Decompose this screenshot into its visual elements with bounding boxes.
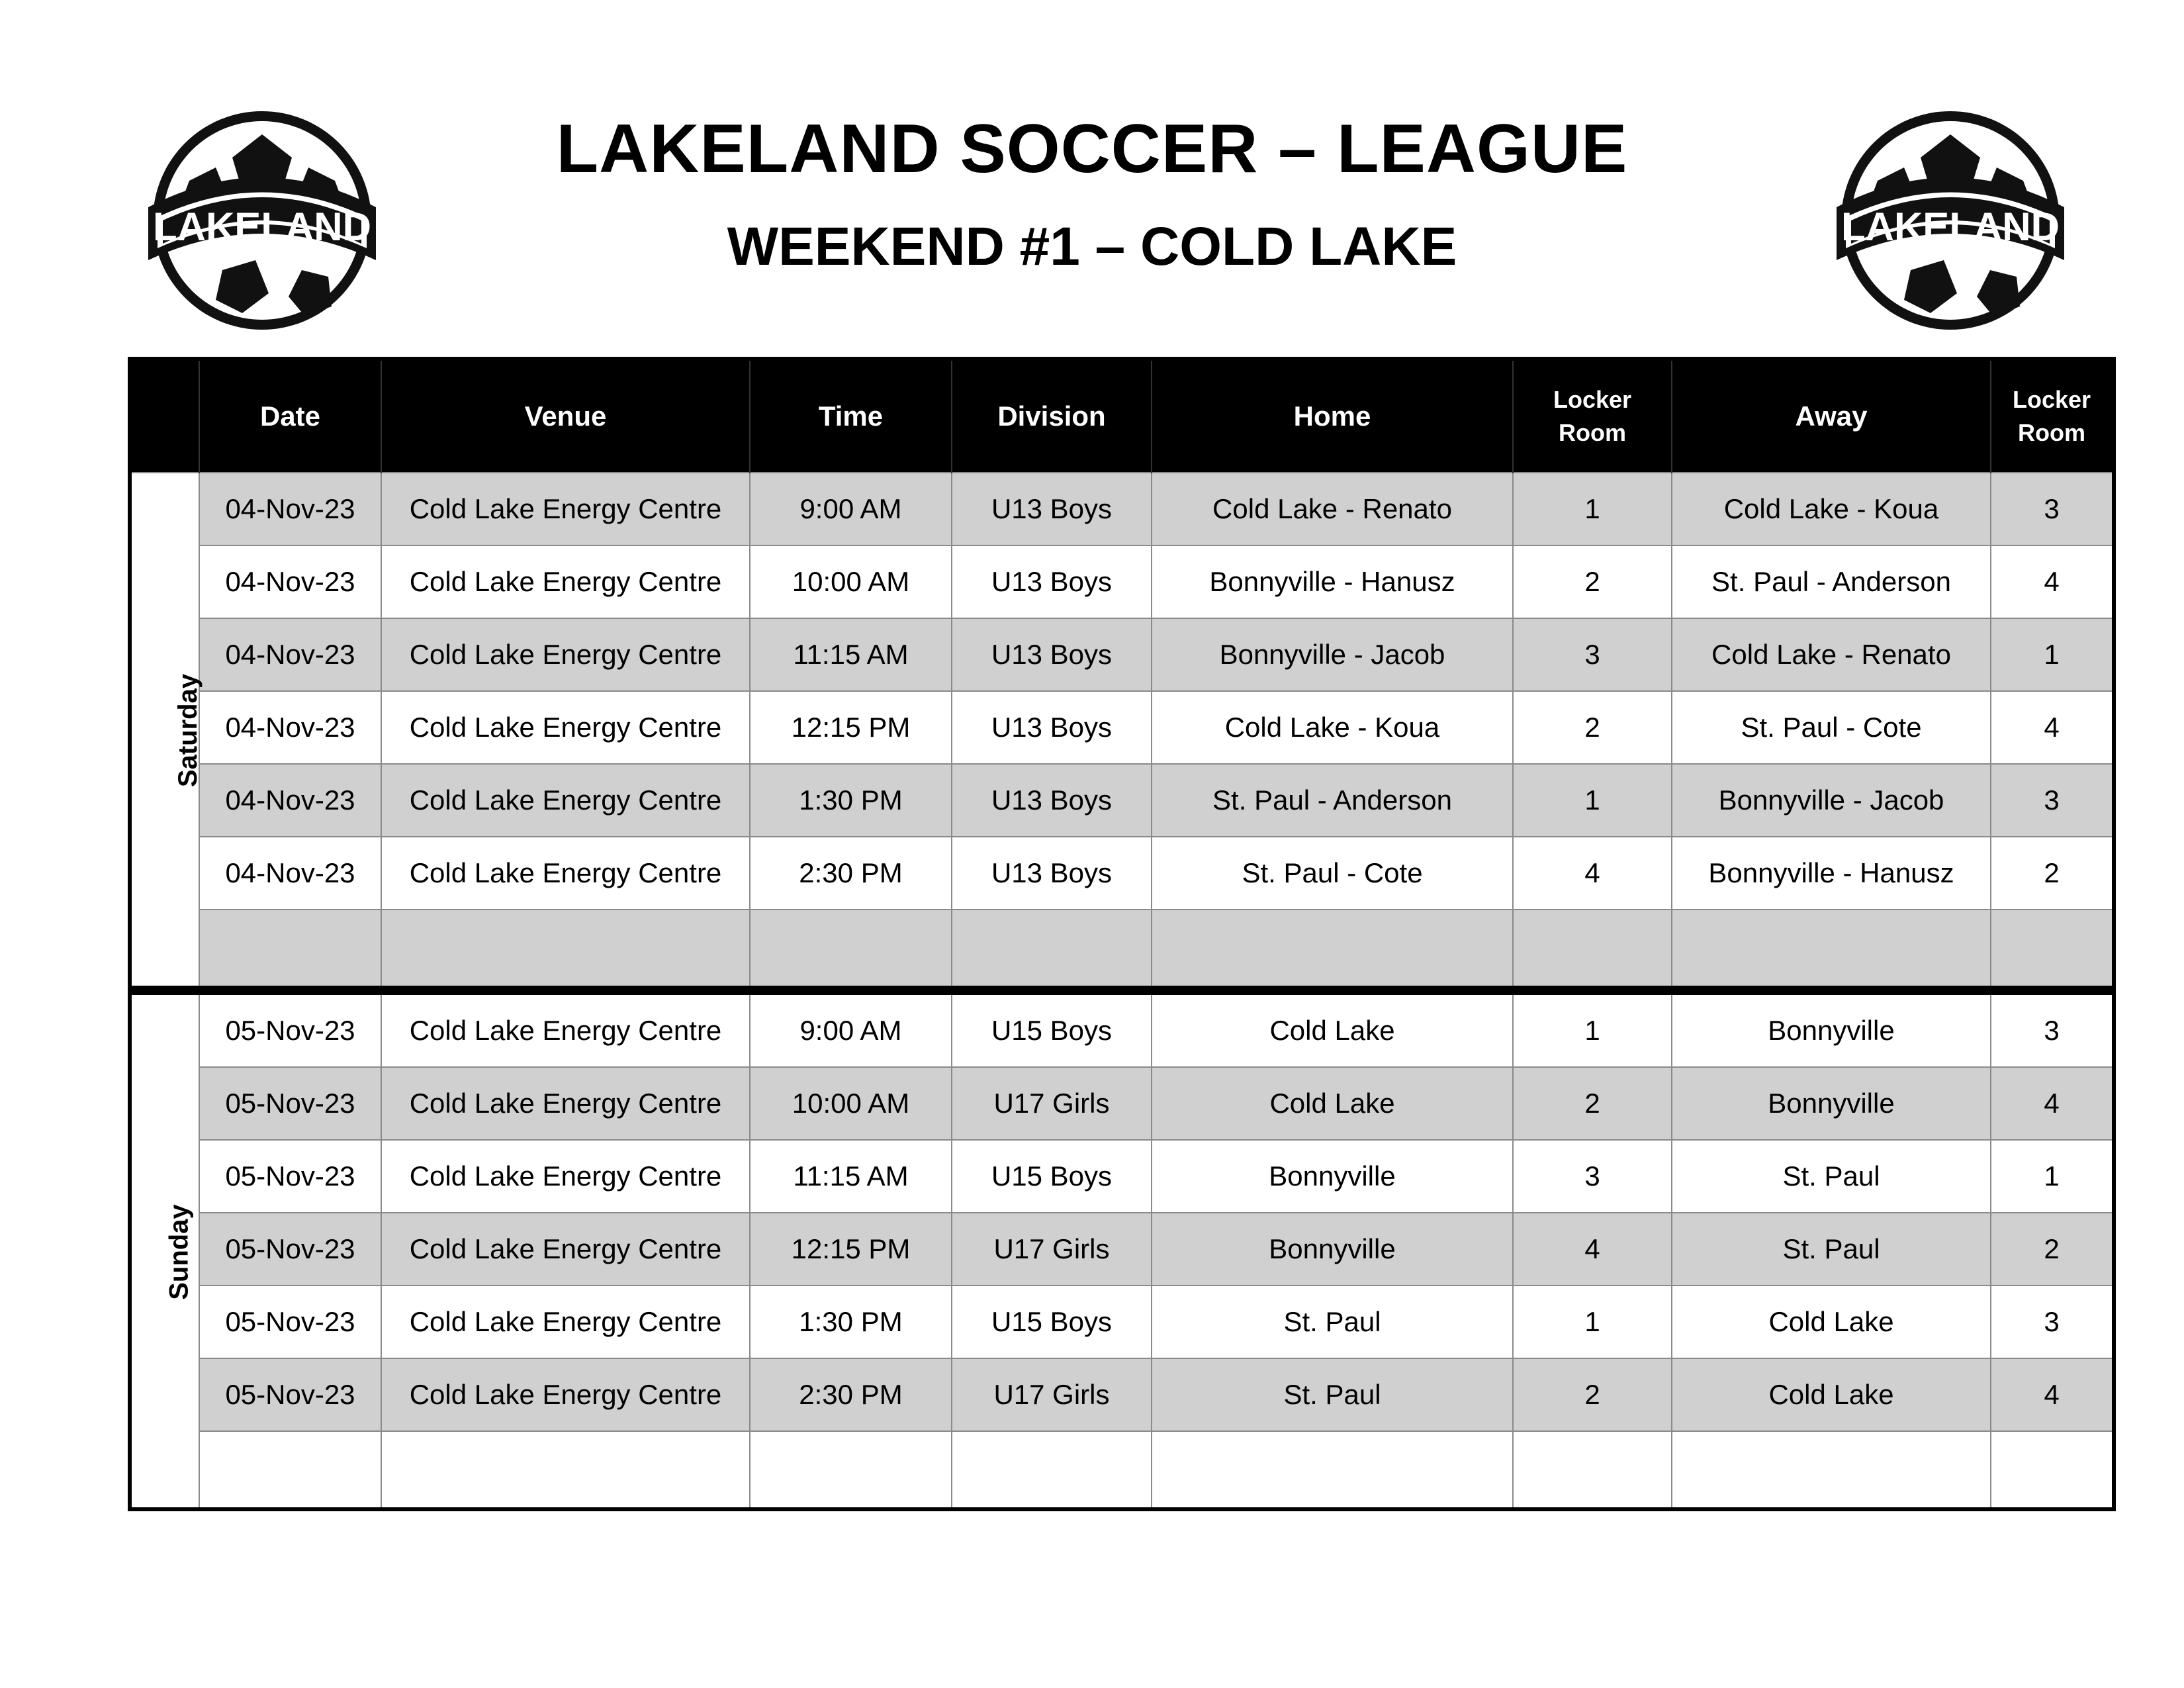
empty-row <box>130 910 2114 990</box>
empty-cell <box>1152 1431 1513 1509</box>
empty-cell <box>1672 1431 1991 1509</box>
cell-division: U17 Girls <box>952 1358 1152 1431</box>
cell-venue: Cold Lake Energy Centre <box>381 1358 750 1431</box>
table-row <box>130 1358 2114 1431</box>
cell-time: 11:15 AM <box>750 618 952 691</box>
cell-division: U15 Boys <box>952 990 1152 1067</box>
cell-venue: Cold Lake Energy Centre <box>381 990 750 1067</box>
day-cell-saturday <box>130 473 203 990</box>
cell-time: 1:30 PM <box>750 1286 952 1358</box>
cell-venue: Cold Lake Energy Centre <box>381 691 750 764</box>
page-title: LAKELAND SOCCER – LEAGUE <box>556 111 1628 187</box>
table-row <box>130 1286 2114 1358</box>
cell-venue: Cold Lake Energy Centre <box>381 1213 750 1286</box>
cell-time: 2:30 PM <box>750 837 952 910</box>
cell-date: 05-Nov-23 <box>199 990 381 1067</box>
cell-time: 12:15 PM <box>750 1213 952 1286</box>
cell-away-locker: 1 <box>1991 618 2114 691</box>
cell-away-locker: 3 <box>1991 1286 2114 1358</box>
table-row <box>130 1213 2114 1286</box>
empty-cell <box>1152 910 1513 990</box>
cell-away: Bonnyville <box>1672 1067 1991 1140</box>
cell-away-locker: 4 <box>1991 1067 2114 1140</box>
cell-away-locker: 3 <box>1991 473 2114 545</box>
cell-away-locker: 3 <box>1991 764 2114 837</box>
cell-date: 04-Nov-23 <box>199 545 381 618</box>
empty-cell <box>952 910 1152 990</box>
cell-division: U13 Boys <box>952 837 1152 910</box>
header-home: Home <box>1152 359 1513 473</box>
cell-venue: Cold Lake Energy Centre <box>381 837 750 910</box>
table-row <box>130 545 2114 618</box>
empty-row <box>130 1431 2114 1509</box>
empty-cell <box>1672 910 1991 990</box>
cell-home-locker: 2 <box>1513 1358 1672 1431</box>
cell-date: 05-Nov-23 <box>199 1358 381 1431</box>
cell-division: U15 Boys <box>952 1140 1152 1213</box>
cell-home-locker: 1 <box>1513 764 1672 837</box>
cell-away: St. Paul - Anderson <box>1672 545 1991 618</box>
cell-home: Bonnyville <box>1152 1213 1513 1286</box>
cell-time: 11:15 AM <box>750 1140 952 1213</box>
svg-text:LAKELAND: LAKELAND <box>1841 205 2060 249</box>
header-home-locker-line1: Locker <box>1553 386 1632 413</box>
cell-home: Cold Lake - Renato <box>1152 473 1513 545</box>
cell-home: St. Paul - Anderson <box>1152 764 1513 837</box>
cell-date: 04-Nov-23 <box>199 764 381 837</box>
header-away-locker-room <box>1991 359 2114 473</box>
empty-cell <box>1991 1431 2114 1509</box>
cell-home: Cold Lake <box>1152 990 1513 1067</box>
table-row <box>130 473 2114 545</box>
empty-cell <box>381 1431 750 1509</box>
table-row <box>130 691 2114 764</box>
schedule-table <box>128 357 2116 1511</box>
cell-time: 12:15 PM <box>750 691 952 764</box>
table-header-row <box>130 359 2114 473</box>
cell-home-locker: 1 <box>1513 473 1672 545</box>
empty-cell <box>199 1431 381 1509</box>
empty-cell <box>750 910 952 990</box>
empty-cell <box>952 1431 1152 1509</box>
header-away-locker-line1: Locker <box>2012 386 2091 413</box>
table-row <box>130 837 2114 910</box>
cell-home: Bonnyville - Hanusz <box>1152 545 1513 618</box>
cell-away: Cold Lake <box>1672 1358 1991 1431</box>
table-row <box>130 618 2114 691</box>
cell-away: Bonnyville <box>1672 990 1991 1067</box>
cell-time: 2:30 PM <box>750 1358 952 1431</box>
cell-away: St. Paul <box>1672 1140 1991 1213</box>
cell-venue: Cold Lake Energy Centre <box>381 764 750 837</box>
header-day <box>130 359 199 473</box>
cell-date: 04-Nov-23 <box>199 837 381 910</box>
cell-time: 10:00 AM <box>750 545 952 618</box>
cell-division: U13 Boys <box>952 545 1152 618</box>
cell-home: St. Paul - Cote <box>1152 837 1513 910</box>
cell-venue: Cold Lake Energy Centre <box>381 545 750 618</box>
cell-date: 04-Nov-23 <box>199 473 381 545</box>
header-time: Time <box>750 359 952 473</box>
cell-home-locker: 3 <box>1513 1140 1672 1213</box>
cell-away-locker: 2 <box>1991 1213 2114 1286</box>
cell-time: 9:00 AM <box>750 990 952 1067</box>
cell-division: U13 Boys <box>952 618 1152 691</box>
header-home-locker-room <box>1513 359 1672 473</box>
cell-venue: Cold Lake Energy Centre <box>381 1140 750 1213</box>
cell-date: 04-Nov-23 <box>199 691 381 764</box>
header-date: Date <box>199 359 381 473</box>
empty-cell <box>381 910 750 990</box>
cell-date: 04-Nov-23 <box>199 618 381 691</box>
cell-date: 05-Nov-23 <box>199 1067 381 1140</box>
cell-home: Cold Lake - Koua <box>1152 691 1513 764</box>
cell-away-locker: 2 <box>1991 837 2114 910</box>
header-division: Division <box>952 359 1152 473</box>
cell-away-locker: 4 <box>1991 1358 2114 1431</box>
cell-home-locker: 2 <box>1513 1067 1672 1140</box>
page-subtitle: WEEKEND #1 – COLD LAKE <box>727 216 1457 277</box>
cell-away: Cold Lake <box>1672 1286 1991 1358</box>
cell-away-locker: 1 <box>1991 1140 2114 1213</box>
table-row <box>130 764 2114 837</box>
cell-division: U17 Girls <box>952 1213 1152 1286</box>
cell-division: U15 Boys <box>952 1286 1152 1358</box>
cell-away: Bonnyville - Jacob <box>1672 764 1991 837</box>
cell-away: Cold Lake - Renato <box>1672 618 1991 691</box>
svg-text:LAKELAND: LAKELAND <box>153 205 371 249</box>
cell-date: 05-Nov-23 <box>199 1286 381 1358</box>
cell-venue: Cold Lake Energy Centre <box>381 618 750 691</box>
header-home-locker-line2: Room <box>1559 419 1626 446</box>
empty-cell <box>1513 910 1672 990</box>
cell-home: Cold Lake <box>1152 1067 1513 1140</box>
cell-away-locker: 4 <box>1991 545 2114 618</box>
header-away: Away <box>1672 359 1991 473</box>
cell-home-locker: 1 <box>1513 1286 1672 1358</box>
cell-date: 05-Nov-23 <box>199 1213 381 1286</box>
day-label-saturday: Saturday <box>173 673 203 788</box>
cell-time: 1:30 PM <box>750 764 952 837</box>
cell-time: 9:00 AM <box>750 473 952 545</box>
cell-venue: Cold Lake Energy Centre <box>381 473 750 545</box>
empty-cell <box>1991 910 2114 990</box>
cell-venue: Cold Lake Energy Centre <box>381 1286 750 1358</box>
cell-home: Bonnyville - Jacob <box>1152 618 1513 691</box>
cell-away: St. Paul <box>1672 1213 1991 1286</box>
header-venue: Venue <box>381 359 750 473</box>
table-row <box>130 1067 2114 1140</box>
cell-home-locker: 4 <box>1513 837 1672 910</box>
cell-home-locker: 1 <box>1513 990 1672 1067</box>
cell-time: 10:00 AM <box>750 1067 952 1140</box>
cell-date: 05-Nov-23 <box>199 1140 381 1213</box>
saturday-games <box>130 473 2114 990</box>
cell-home: St. Paul <box>1152 1358 1513 1431</box>
cell-division: U13 Boys <box>952 764 1152 837</box>
cell-away: Cold Lake - Koua <box>1672 473 1991 545</box>
cell-home-locker: 3 <box>1513 618 1672 691</box>
cell-home: Bonnyville <box>1152 1140 1513 1213</box>
day-cell-sunday <box>130 990 199 1509</box>
cell-division: U13 Boys <box>952 473 1152 545</box>
cell-division: U17 Girls <box>952 1067 1152 1140</box>
sunday-games <box>130 990 2114 1509</box>
day-label-sunday: Sunday <box>164 1204 194 1300</box>
empty-cell <box>750 1431 952 1509</box>
cell-home-locker: 4 <box>1513 1213 1672 1286</box>
cell-division: U13 Boys <box>952 691 1152 764</box>
cell-away-locker: 4 <box>1991 691 2114 764</box>
table-row <box>130 990 2114 1067</box>
empty-cell <box>199 910 381 990</box>
cell-away-locker: 3 <box>1991 990 2114 1067</box>
empty-cell <box>1513 1431 1672 1509</box>
cell-venue: Cold Lake Energy Centre <box>381 1067 750 1140</box>
cell-home: St. Paul <box>1152 1286 1513 1358</box>
header-away-locker-line2: Room <box>2018 419 2085 446</box>
cell-home-locker: 2 <box>1513 691 1672 764</box>
cell-home-locker: 2 <box>1513 545 1672 618</box>
table-row <box>130 1140 2114 1213</box>
cell-away: St. Paul - Cote <box>1672 691 1991 764</box>
cell-away: Bonnyville - Hanusz <box>1672 837 1991 910</box>
